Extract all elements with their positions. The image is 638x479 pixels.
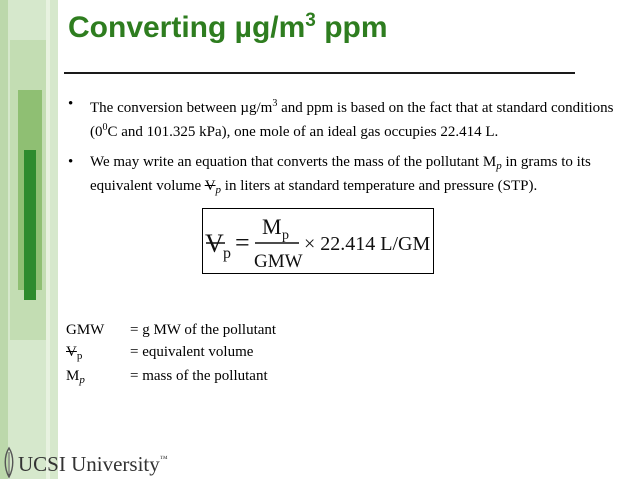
- definition-mp: [66, 368, 366, 388]
- equation-denominator: GMW: [254, 251, 303, 272]
- definition-term: GMW: [66, 322, 105, 338]
- equation-numerator-subscript: p: [282, 228, 289, 243]
- equation-equals: =: [235, 228, 250, 257]
- definition-desc: = g MW of the pollutant: [130, 322, 277, 338]
- definition-term: $V_p$: [66, 344, 83, 362]
- slide-title: [68, 10, 388, 45]
- equation-lhs-subscript: p: [223, 245, 231, 262]
- leaf-emblem-icon: [0, 446, 18, 479]
- bullet-text: We may write an equation that converts the mass of the pollutant $M_p$ in grams to its equivalent volume $V_p$ in liters at standard temperature and pressure (STP).: [90, 154, 591, 196]
- bullet-marker: •: [68, 96, 74, 112]
- title-tail: ppm: [315, 11, 388, 44]
- equation-numerator: M: [262, 214, 282, 239]
- bullet-marker: •: [68, 154, 74, 170]
- title-divider: [64, 72, 575, 74]
- university-logo: [0, 446, 168, 479]
- definition-vp: [66, 344, 366, 364]
- definition-term: $M_p$: [66, 368, 85, 386]
- definition-desc: = mass of the pollutant: [130, 368, 268, 384]
- equation-graphic: [203, 209, 435, 275]
- definition-desc: = equivalent volume: [130, 344, 254, 360]
- title-superscript: 3: [305, 10, 316, 31]
- decorative-side-band: [0, 0, 58, 479]
- equation-box: [202, 208, 434, 274]
- equation-multiplier: × 22.414 L/GM: [304, 233, 431, 255]
- equation-lhs: V: [205, 229, 224, 258]
- definition-gmw: [66, 322, 366, 342]
- logo-text: UCSI University™: [18, 452, 168, 476]
- bullet-text: The conversion between $\mu g/m^3$ and ppm is based on the fact that at standard conditions ($0^0C$ and 101.325 kPa), one mole of an ideal gas occupies 22.414 L.: [90, 98, 614, 140]
- title-main: Converting µg/m: [68, 11, 306, 44]
